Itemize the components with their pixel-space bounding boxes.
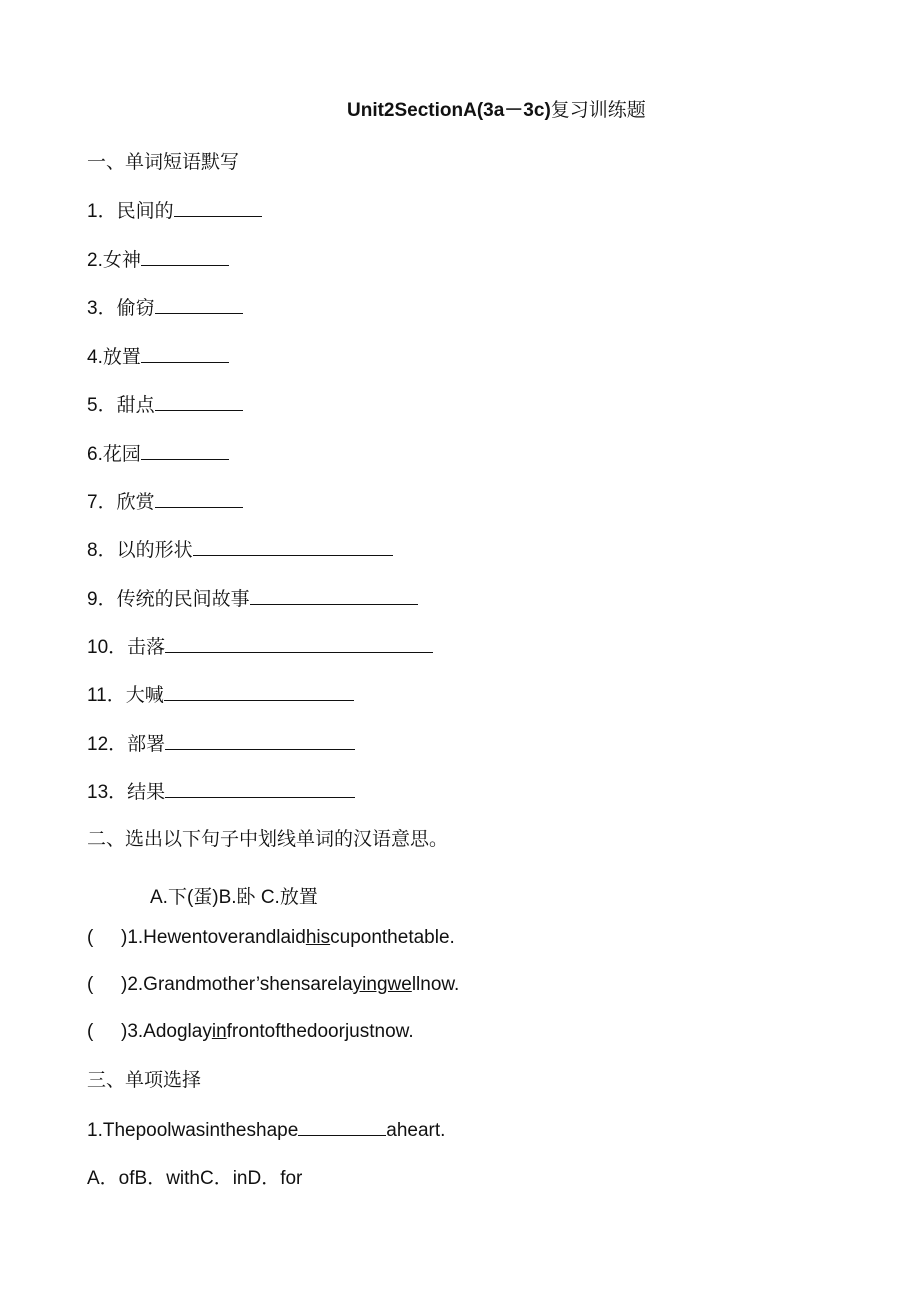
vocab-item-8	[87, 537, 393, 563]
underlined-word: his	[305, 927, 331, 948]
vocab-label: 4.放置	[87, 347, 141, 368]
vocab-item-3	[87, 295, 243, 321]
vocab-item-11	[87, 682, 354, 708]
vocab-label: 3．偷窃	[87, 298, 155, 319]
answer-blank[interactable]	[155, 489, 243, 508]
vocab-item-7	[87, 489, 243, 515]
question-row	[87, 926, 455, 950]
vocab-label: 10．击落	[87, 637, 166, 658]
question-text: cuponthetable.	[330, 927, 455, 948]
title-zh: 复习训练题	[550, 100, 646, 121]
vocab-label: 1．民间的	[87, 201, 174, 222]
vocab-item-4	[87, 344, 229, 370]
answer-blank[interactable]	[250, 586, 418, 605]
question-row	[87, 973, 459, 997]
answer-blank[interactable]	[193, 537, 393, 556]
question-text: )3.Adoglay	[121, 1021, 212, 1042]
answer-blank[interactable]	[141, 344, 229, 363]
answer-blank[interactable]	[155, 295, 243, 314]
answer-paren[interactable]: (	[87, 974, 94, 995]
answer-blank[interactable]	[298, 1117, 386, 1136]
vocab-label: 8．以的形状	[87, 540, 193, 561]
question-text: 1.Thepoolwasintheshape	[87, 1120, 299, 1141]
answer-blank[interactable]	[165, 634, 433, 653]
vocab-label: 9．传统的民间故事	[87, 589, 250, 610]
vocab-label: 5．甜点	[87, 395, 155, 416]
answer-blank[interactable]	[165, 779, 355, 798]
section1-heading: 一、单词短语默写	[87, 152, 240, 173]
question-text: )2.Grandmother’shensarela	[121, 974, 353, 995]
vocab-item-2	[87, 247, 229, 273]
mc-question-1	[87, 1117, 445, 1143]
underlined-word: yingwe	[352, 974, 412, 995]
question-text: aheart.	[386, 1120, 446, 1141]
vocab-item-12	[87, 731, 355, 757]
meaning-options: A.下(蛋)B.卧 C.放置	[150, 887, 318, 908]
question-row	[87, 1020, 414, 1044]
vocab-item-10	[87, 634, 433, 660]
question-text: frontofthedoorjustnow.	[226, 1021, 414, 1042]
question-text: )1.Hewentoverandlaid	[121, 927, 306, 948]
vocab-label: 12．部署	[87, 734, 166, 755]
section2-heading: 二、选出以下句子中划线单词的汉语意思。	[87, 829, 449, 850]
section3-heading: 三、单项选择	[87, 1070, 202, 1091]
answer-blank[interactable]	[164, 682, 354, 701]
answer-paren[interactable]: (	[87, 927, 94, 948]
answer-blank[interactable]	[141, 441, 229, 460]
underlined-word: in	[211, 1021, 227, 1042]
vocab-label: 6.花园	[87, 444, 141, 465]
vocab-item-1	[87, 198, 262, 224]
vocab-label: 13．结果	[87, 782, 166, 803]
vocab-item-5	[87, 392, 243, 418]
vocab-item-6	[87, 441, 229, 467]
vocab-item-13	[87, 779, 355, 805]
answer-blank[interactable]	[141, 247, 229, 266]
question-text: llnow.	[411, 974, 460, 995]
answer-blank[interactable]	[174, 198, 262, 217]
vocab-item-9	[87, 586, 418, 612]
vocab-label: 2.女神	[87, 250, 141, 271]
answer-blank[interactable]	[155, 392, 243, 411]
title-en: Unit2SectionA(3a－3c)	[347, 100, 551, 121]
mc-options-1: A．ofB．withC．inD．for	[87, 1168, 303, 1189]
vocab-label: 7．欣赏	[87, 492, 155, 513]
vocab-label: 11．大喊	[87, 685, 164, 706]
answer-paren[interactable]: (	[87, 1021, 94, 1042]
page-title	[347, 99, 646, 123]
answer-blank[interactable]	[165, 731, 355, 750]
